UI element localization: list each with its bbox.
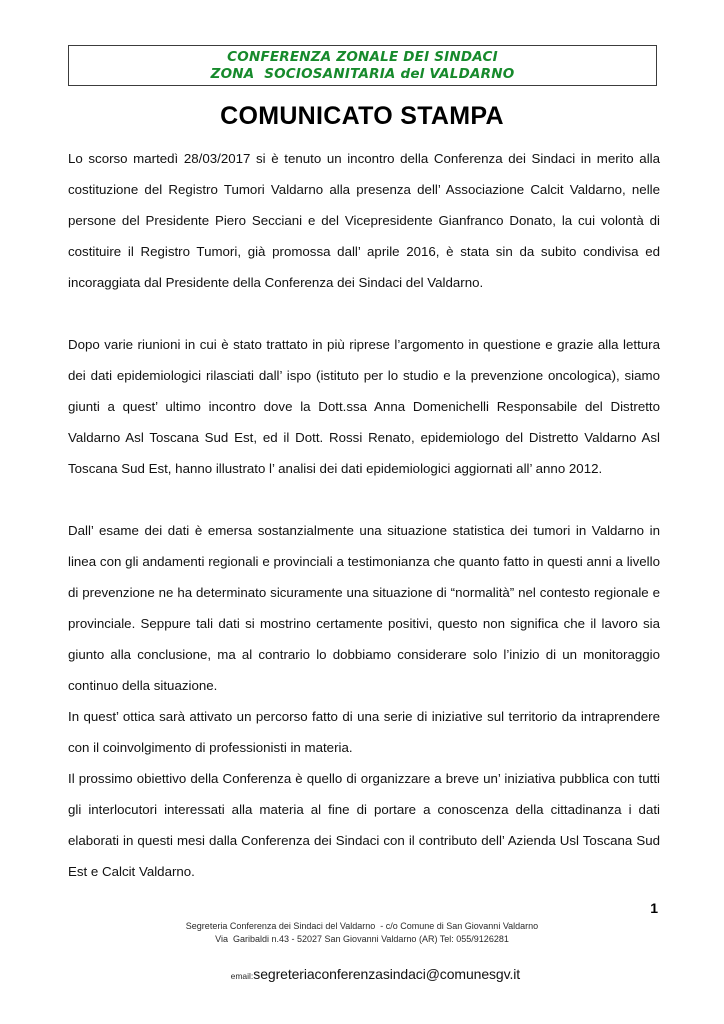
paragraph-4: In quest’ ottica sarà attivato un percorso fatto di una serie di iniziative sul territorio da intraprendere con il coinvolgimento di professionisti in materia. bbox=[68, 709, 660, 755]
paragraph-2: Dopo varie riunioni in cui è stato trattato in più riprese l’argomento in questione e grazie alla lettura dei dati epidemiologici rilasciati dall’ ispo (istituto per lo studio e la prevenzione oncologica), siamo giunti a quest’ ultimo incontro dove la Dott.ssa Anna Domenichelli Responsabile del Distretto Valdarno Asl Toscana Sud Est, ed il Dott. Rossi Renato, epidemiologo del Distretto Valdarno Asl Toscana Sud Est, hanno illustrato l’ analisi dei dati epidemiologici aggiornati all’ anno 2012. bbox=[68, 337, 660, 476]
paragraph-spacer bbox=[68, 484, 660, 515]
document-body bbox=[68, 143, 660, 887]
paragraph-3: Dall’ esame dei dati è emersa sostanzialmente una situazione statistica dei tumori in Valdarno in linea con gli andamenti regionali e provinciali a testimonianza che quanto fatto in questi anni a livello di prevenzione ne ha determinato sicuramente una situazione di “normalità” nel contesto regionale e provinciale. Seppure tali dati si mostrino certamente positivi, questo non significa che il lavoro sia giunto alla conclusione, ma al contrario lo dobbiamo considerare solo l’inizio di un monitoraggio continuo della situazione. bbox=[68, 523, 660, 693]
paragraph-1: Lo scorso martedì 28/03/2017 si è tenuto un incontro della Conferenza dei Sindaci in merito alla costituzione del Registro Tumori Valdarno alla presenza dell’ Associazione Calcit Valdarno, nelle persone del Presidente Piero Secciani e del Vicepresidente Gianfranco Donato, la cui volontà di costituire il Registro Tumori, già promossa dall’ aprile 2016, è stata sin da subito condivisa ed incoraggiata dal Presidente della Conferenza dei Sindaci del Valdarno. bbox=[68, 151, 660, 290]
page-footer bbox=[0, 920, 724, 1003]
paragraph-spacer bbox=[68, 298, 660, 329]
footer-email-line bbox=[0, 947, 724, 1003]
page-title: COMUNICATO STAMPA bbox=[220, 102, 504, 130]
paragraph-5: Il prossimo obiettivo della Conferenza è quello di organizzare a breve un’ iniziativa pubblica con tutti gli interlocutori interessati alla materia al fine di portare a conoscenza della cittadinanza i dati elaborati in questi mesi dalla Conferenza dei Sindaci con il contributo dell’ Azienda Usl Toscana Sud Est e Calcit Valdarno. bbox=[68, 771, 660, 879]
header-line-1: CONFERENZA ZONALE DEI SINDACI bbox=[227, 48, 498, 65]
footer-address-line: Via Garibaldi n.43 - 52027 San Giovanni Valdarno (AR) Tel: 055/9126281 bbox=[215, 934, 509, 944]
footer-email-address[interactable]: segreteriaconferenzasindaci@comunesgv.it bbox=[253, 966, 521, 982]
footer-office-line: Segreteria Conferenza dei Sindaci del Valdarno - c/o Comune di San Giovanni Valdarno bbox=[185, 921, 539, 931]
header-banner bbox=[68, 45, 657, 86]
footer-email-label: email: bbox=[230, 971, 254, 981]
page-number: 1 bbox=[650, 900, 658, 916]
header-line-2: ZONA SOCIOSANITARIA del VALDARNO bbox=[210, 65, 515, 82]
